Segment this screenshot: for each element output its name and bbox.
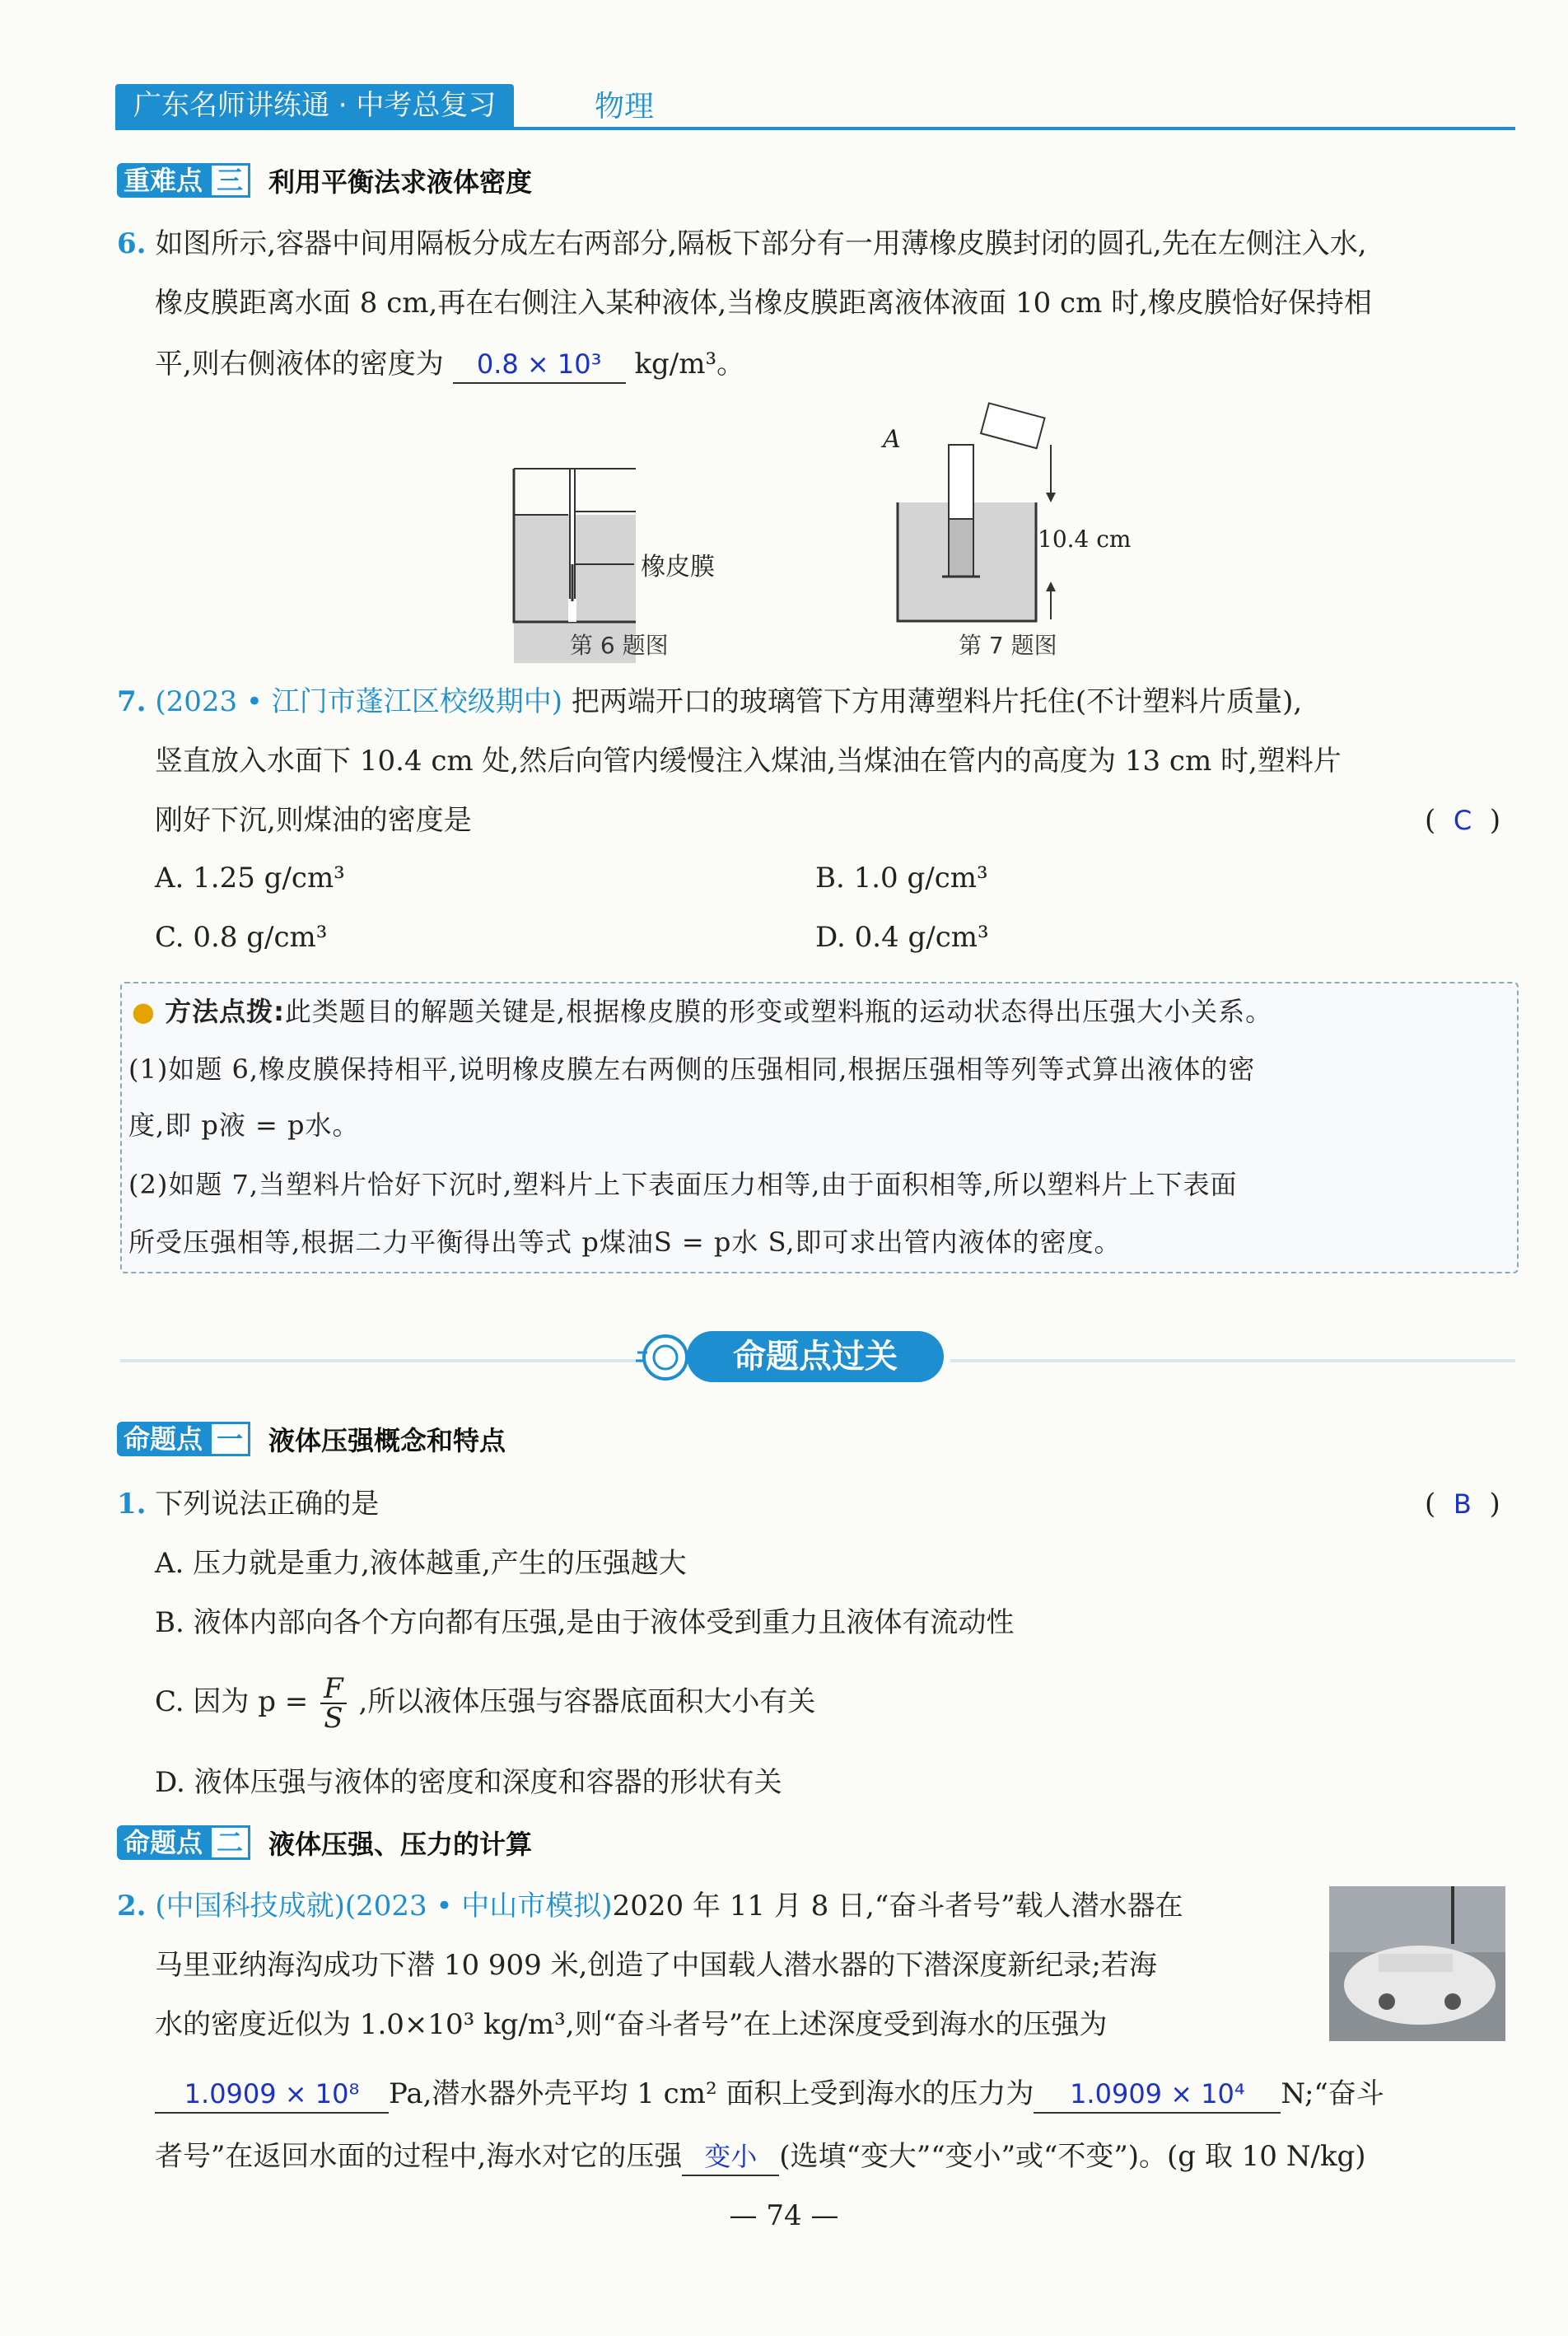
answer-blank (453, 346, 626, 384)
submersible-photo (1329, 1886, 1505, 2041)
method-text: 此类题目的解题关键是,根据橡皮膜的形变或塑料瓶的运动状态得出压强大小关系。 (284, 996, 1273, 1027)
answer-text: 变小 (704, 2141, 758, 2172)
option-c-prefix: C. 因为 p = (155, 1685, 309, 1718)
method-tip-box (120, 982, 1519, 1273)
rubber-membrane-label: 橡皮膜 (641, 553, 715, 582)
answer-blank (1034, 2076, 1281, 2114)
fraction-numerator: F (320, 1675, 347, 1704)
answer-text: 1.0909 × 10⁴ (1070, 2078, 1245, 2109)
section-number: 三 (209, 163, 250, 198)
stopwatch-icon (634, 1328, 692, 1385)
method-title: 方法点拨: (165, 996, 285, 1027)
question-text: Pa,潜水器外壳平均 1 cm² 面积上受到海水的压力为 (389, 2077, 1034, 2110)
question-6-line-3 (155, 344, 744, 384)
question-2-line-2: 马里亚纳海沟成功下潜 10 909 米,创造了中国载人潜水器的下潜深度新纪录;若海 (155, 1949, 1157, 1982)
option-d: D. 0.4 g/cm³ (815, 921, 989, 954)
section-tag: 重难点 (117, 163, 209, 198)
fraction-denominator: S (324, 1702, 343, 1735)
option-c: C. 0.8 g/cm³ (155, 921, 328, 954)
section-tag: 命题点 (117, 1825, 209, 1860)
header-rule (115, 127, 1515, 130)
label-a: A (883, 425, 901, 454)
question-number: 6. (117, 227, 147, 260)
question-text: 者号”在返回水面的过程中,海水对它的压强 (155, 2140, 683, 2173)
option-c-text: ,所以液体压强与容器底面积大小有关 (358, 1685, 816, 1718)
glass-tube-diagram (889, 395, 1136, 626)
question-7-line-1 (117, 682, 1302, 722)
option-b: B. 1.0 g/cm³ (815, 862, 988, 895)
book-series-title: 广东名师讲练通 · 中考总复习 (115, 84, 514, 127)
question-1-stem (117, 1484, 379, 1524)
section-number: 一 (209, 1422, 250, 1456)
option-b: B. 液体内部向各个方向都有压强,是由于液体受到重力且液体有流动性 (155, 1606, 1015, 1639)
section-title: 液体压强概念和特点 (268, 1425, 506, 1456)
question-text: N;“奋斗 (1281, 2077, 1384, 2110)
question-2-line-3: 水的密度近似为 1.0×10³ kg/m³,则“奋斗者号”在上述深度受到海水的压强为 (155, 2008, 1108, 2041)
question-text: 如图所示,容器中间用隔板分成左右两部分,隔板下部分有一用薄橡皮膜封闭的圆孔,先在左侧注入水, (155, 227, 1367, 260)
question-number: 2. (117, 1890, 147, 1923)
answer-choice: B (1453, 1488, 1472, 1520)
question-7-line-2: 竖直放入水面下 10.4 cm 处,然后向管内缓慢注入煤油,当煤油在管内的高度为 13 cm 时,塑料片 (155, 745, 1342, 778)
method-line-1 (132, 992, 1272, 1031)
question-2-line-5 (155, 2137, 1366, 2176)
option-c (155, 1669, 815, 1735)
lightbulb-icon: ● (132, 996, 156, 1027)
question-text: 下列说法正确的是 (155, 1488, 380, 1521)
question-7-line-3: 刚好下沉,则煤油的密度是 (155, 804, 472, 837)
depth-label: 10.4 cm (1038, 526, 1132, 553)
option-a: A. 1.25 g/cm³ (155, 862, 345, 895)
section-heading-topic-1 (117, 1422, 506, 1456)
figure-7 (883, 395, 1136, 626)
question-2-line-1 (117, 1886, 1183, 1926)
section-tag: 命题点 (117, 1422, 209, 1456)
section-title: 液体压强、压力的计算 (268, 1829, 533, 1860)
method-line-4: (2)如题 7,当塑料片恰好下沉时,塑料片上下表面压力相等,由于面积相等,所以塑料片上下表面 (128, 1169, 1238, 1200)
section-title: 利用平衡法求液体密度 (268, 166, 533, 198)
banner-rule-right (950, 1359, 1515, 1362)
answer-text: 1.0909 × 10⁸ (184, 2078, 360, 2109)
banner-rule-left (120, 1359, 680, 1362)
question-source: (2023 • 江门市蓬江区校级期中) (155, 685, 563, 718)
method-line-2: (1)如题 6,橡皮膜保持相平,说明橡皮膜左右两侧的压强相同,根据压强相等列等式算出液体的密 (128, 1054, 1256, 1085)
page-number: — 74 — (729, 2199, 839, 2232)
question-number: 1. (117, 1488, 147, 1521)
question-text: 平,则右侧液体的密度为 (155, 348, 444, 381)
question-text: 把两端开口的玻璃管下方用薄塑料片托住(不计塑料片质量), (571, 685, 1303, 718)
section-number: 二 (209, 1825, 250, 1860)
question-text: (选填“变大”“变小”或“不变”)。(g 取 10 N/kg) (779, 2140, 1366, 2173)
pressure-fraction (320, 1672, 347, 1735)
method-line-3: 度,即 p液 = p水。 (128, 1110, 360, 1141)
answer-bracket: ( C ) (1425, 804, 1501, 837)
question-2-line-4 (155, 2074, 1384, 2114)
answer-bracket: ( B ) (1425, 1488, 1500, 1521)
question-6-line-2: 橡皮膜距离水面 8 cm,再在右侧注入某种液体,当橡皮膜距离液体液面 10 cm 时,橡皮膜恰好保持相 (155, 287, 1372, 320)
unit-text: kg/m³。 (634, 348, 745, 381)
figure-6-caption: 第 6 题图 (570, 632, 669, 659)
section-banner: 命题点过关 (687, 1331, 944, 1382)
option-d: D. 液体压强与液体的密度和深度和容器的形状有关 (155, 1766, 782, 1799)
section-heading-topic-2 (117, 1825, 532, 1860)
question-6-line-1 (117, 224, 1367, 264)
answer-choice: C (1453, 805, 1472, 836)
option-a: A. 压力就是重力,液体越重,产生的压强越大 (155, 1547, 687, 1580)
section-heading-difficulty-3 (117, 163, 532, 198)
question-number: 7. (117, 685, 147, 718)
question-source: (中国科技成就)(2023 • 中山市模拟) (155, 1890, 613, 1923)
method-line-5: 所受压强相等,根据二力平衡得出等式 p煤油S = p水 S,即可求出管内液体的密度。 (128, 1226, 1122, 1258)
subject-label: 物理 (595, 90, 655, 124)
answer-blank (155, 2076, 389, 2114)
question-text: 2020 年 11 月 8 日,“奋斗者号”载人潜水器在 (612, 1890, 1183, 1923)
answer-text: 0.8 × 10³ (476, 348, 602, 380)
answer-blank (682, 2138, 779, 2176)
figure-7-caption: 第 7 题图 (959, 632, 1057, 659)
